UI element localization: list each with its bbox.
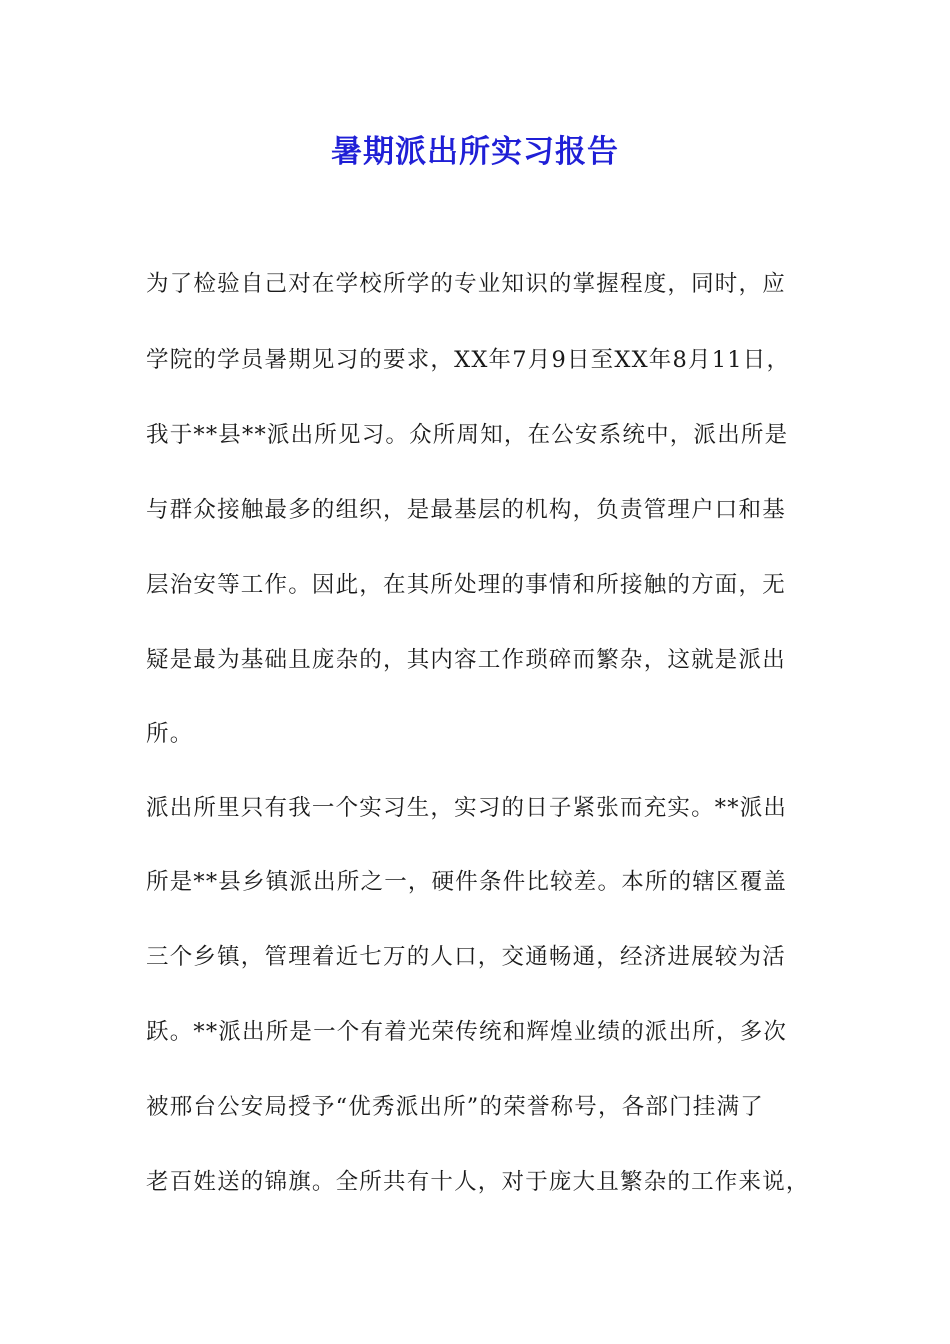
text-line: 被邢台公安局授予“优秀派出所”的荣誉称号，各部门挂满了 <box>146 1094 764 1120</box>
text-line: 与群众接触最多的组织，是最基层的机构，负责管理户口和基 <box>146 497 786 523</box>
text-line: 所是**县乡镇派出所之一，硬件条件比较差。本所的辖区覆盖 <box>146 869 788 895</box>
text-line: 派出所里只有我一个实习生，实习的日子紧张而充实。**派出 <box>146 795 788 821</box>
document-title: 暑期派出所实习报告 <box>331 134 619 170</box>
text-line: 疑是最为基础且庞杂的，其内容工作琐碎而繁杂，这就是派出 <box>146 647 786 673</box>
text-line: 所。 <box>146 721 194 747</box>
text-line: 老百姓送的锦旗。全所共有十人，对于庞大且繁杂的工作来说， <box>146 1169 810 1195</box>
text-line: 我于**县**派出所见习。众所周知，在公安系统中，派出所是 <box>146 422 789 448</box>
text-line: 为了检验自己对在学校所学的专业知识的掌握程度，同时，应 <box>146 271 786 297</box>
text-line: 层治安等工作。因此，在其所处理的事情和所接触的方面，无 <box>146 572 786 598</box>
text-line: 学院的学员暑期见习的要求，XX年7月9日至XX年8月11日， <box>146 347 791 373</box>
text-line: 三个乡镇，管理着近七万的人口，交通畅通，经济进展较为活 <box>146 944 786 970</box>
text-line: 跃。**派出所是一个有着光荣传统和辉煌业绩的派出所，多次 <box>146 1019 788 1045</box>
